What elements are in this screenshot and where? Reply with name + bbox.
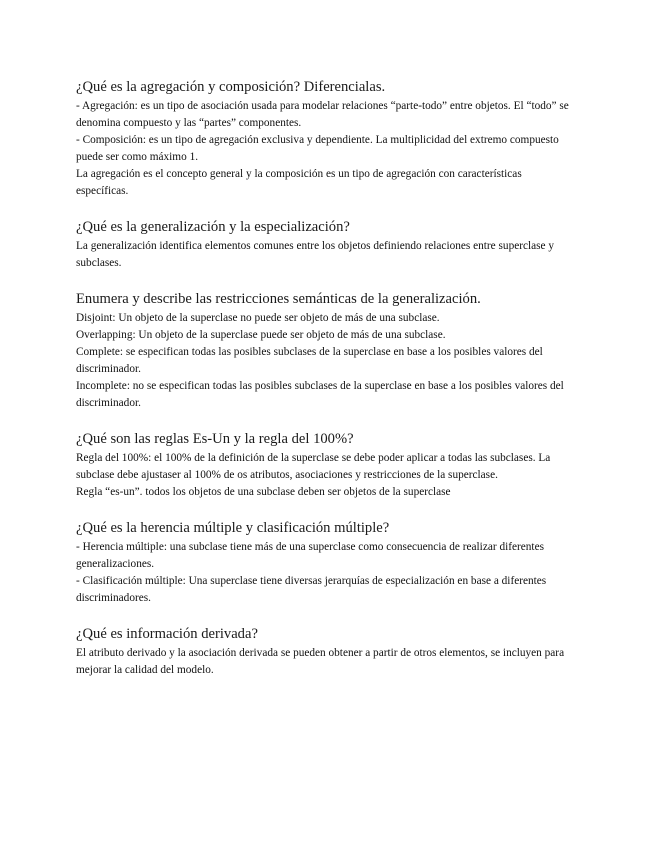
paragraph: Regla del 100%: el 100% de la definición de la superclase se debe poder aplicar a todas las subclases. La subclase debe ajustaser al 100% de os atributos, asociaciones y restricciones de la superclase. [76,452,551,481]
paragraph: - Agregación: es un tipo de asociación usada para modelar relaciones “parte-todo” entre objetos. El “todo” se denomina compuesto y las “partes” componentes. [76,100,569,129]
section-reglas-es-un [76,430,576,501]
section-heading: ¿Qué es la herencia múltiple y clasificación múltiple? [76,520,390,536]
paragraph: Complete: se especifican todas las posibles subclases de la superclase en base a los posibles valores del discriminador. [76,346,543,375]
paragraph: - Composición: es un tipo de agregación exclusiva y dependiente. La multiplicidad del extremo compuesto puede ser como máximo 1. [76,134,559,163]
section-restricciones-semanticas [76,290,576,412]
section-generalizacion-especializacion [76,218,576,272]
paragraph: La agregación es el concepto general y la composición es un tipo de agregación con características específicas. [76,168,522,197]
section-informacion-derivada [76,625,576,679]
section-heading: ¿Qué es la generalización y la especialización? [76,219,350,235]
section-heading: Enumera y describe las restricciones semánticas de la generalización. [76,291,481,307]
paragraph: Disjoint: Un objeto de la superclase no puede ser objeto de más de una subclase. [76,312,440,324]
paragraph: El atributo derivado y la asociación derivada se pueden obtener a partir de otros elementos, se incluyen para mejorar la calidad del modelo. [76,647,565,676]
paragraph: - Herencia múltiple: una subclase tiene más de una superclase como consecuencia de realizar diferentes generalizaciones. [76,541,544,570]
document-body [76,78,576,679]
section-heading: ¿Qué es información derivada? [76,626,258,642]
section-heading: ¿Qué es la agregación y composición? Diferencialas. [76,79,386,95]
paragraph: La generalización identifica elementos comunes entre los objetos definiendo relaciones entre superclase y subclases. [76,240,555,269]
section-agregacion-composicion [76,78,576,200]
section-herencia-multiple [76,519,576,607]
section-heading: ¿Qué son las reglas Es-Un y la regla del 100%? [76,431,354,447]
paragraph: Regla “es-un”. todos los objetos de una subclase deben ser objetos de la superclase [76,486,451,498]
paragraph: - Clasificación múltiple: Una superclase tiene diversas jerarquías de especialización en base a diferentes discriminadores. [76,575,547,604]
paragraph: Overlapping: Un objeto de la superclase puede ser objeto de más de una subclase. [76,329,446,341]
paragraph: Incomplete: no se especifican todas las posibles subclases de la superclase en base a los posibles valores del discriminador. [76,380,564,409]
